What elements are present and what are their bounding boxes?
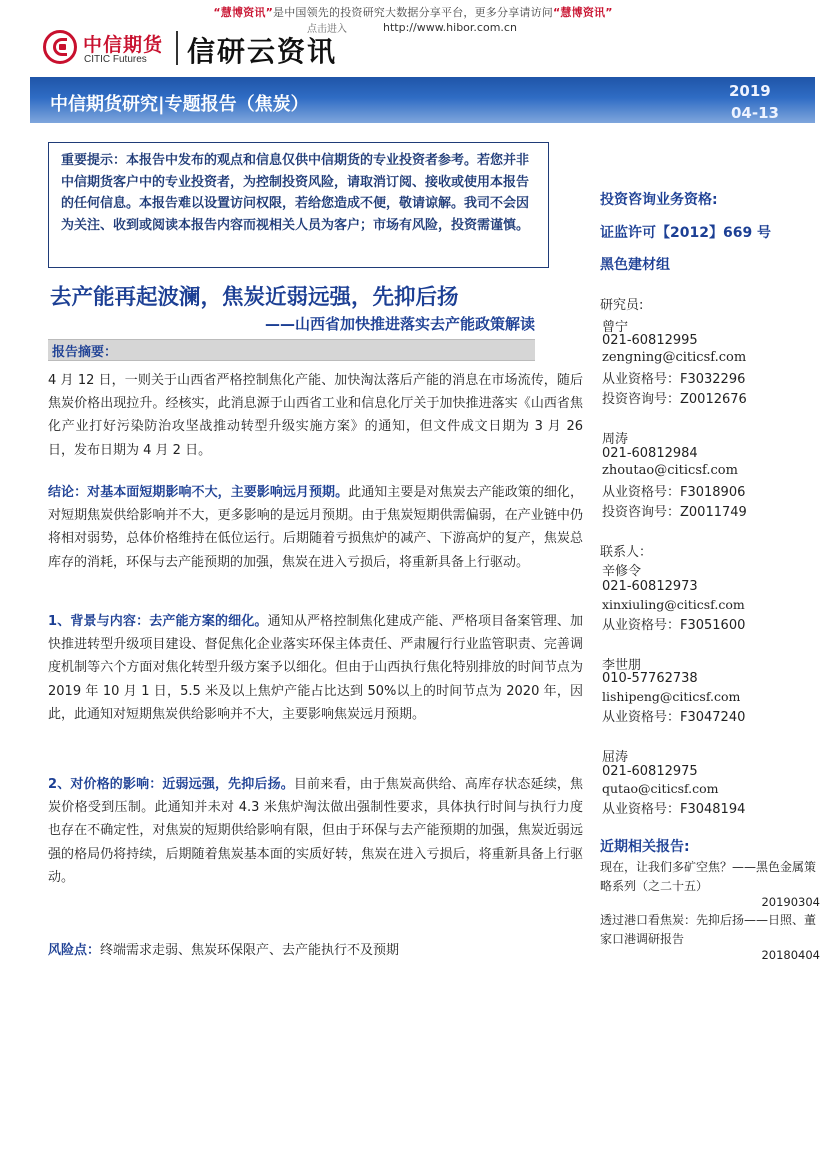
report-title: 去产能再起波澜，焦炭近弱远强，先抑后扬 [50, 285, 459, 310]
related-report-link[interactable]: 现在，让我们多矿空焦？——黑色金属策略系列（之二十五） [600, 860, 817, 893]
conclusion-heading: 结论：对基本面短期影响不大，主要影响远月预期。 [48, 485, 349, 500]
qualification-title: 投资咨询业务资格: [600, 192, 718, 208]
price-impact-text: 目前来看，由于焦炭高供给、高库存状态延续，焦炭价格受到压制。此通知并未对 4.3 米焦炉淘汰做出强制性要求，具体执行时间与执行力度也存在不确定性，对焦炭的短期供给影响有限，但由于环保与去产能预期的加强，焦炭近弱远强的格局仍将持续，后期随着焦炭基本面的实质好转，焦炭在进入亏损后，将重新具备上行驱动。 [48, 777, 583, 885]
site-url-link[interactable]: http://www.hibor.com.cn [383, 21, 517, 34]
risk-points [48, 939, 399, 958]
important-notice: 重要提示：本报告中发布的观点和信息仅供中信期货的专业投资者参考。若您并非中信期货客户中的专业投资者，为控制投资风险，请取消订阅、接收或使用本报告的任何信息。本报告难以设置访问权限，若给您造成不便，敬请谅解。我司不会因为关注、收到或阅读本报告内容而视相关人员为客户；市场有风险，投资需谨慎。 [48, 142, 549, 268]
license-number: 证监许可【2012】669 号 [600, 225, 772, 241]
researcher-name: 周涛 [602, 432, 629, 447]
background-heading: 1、背景与内容：去产能方案的细化。 [48, 614, 268, 629]
promo-banner [0, 4, 826, 20]
click-in-link[interactable]: 点击进入 [307, 24, 347, 35]
researcher-name: 曾宁 [602, 320, 629, 335]
contact-email[interactable]: lishipeng@citicsf.com [602, 689, 741, 704]
research-group: 黑色建材组 [600, 257, 670, 273]
contact-name: 屈涛 [602, 750, 629, 765]
summary-label: 报告摘要： [52, 345, 118, 360]
contact-cert: 从业资格号：F3047240 [602, 710, 746, 725]
report-category: 中信期货研究|专题报告（焦炭） [50, 94, 309, 115]
paragraph-price-impact [48, 773, 583, 889]
related-reports-title: 近期相关报告: [600, 839, 690, 855]
logo-divider [176, 31, 178, 65]
related-report-link[interactable]: 透过港口看焦炭：先抑后扬——日照、董家口港调研报告 [600, 913, 817, 946]
related-report-date: 20190304 [761, 895, 820, 909]
background-text: 通知从严格控制焦化建成产能、严格项目备案管理、加快推进转型升级项目建设、督促焦化企业落实环保主体责任、严肃履行行业监管职责、完善调度机制等六个方面对焦化转型升级方案予以细化。但由于山西执行焦化特别排放的时间节点为 2019 年 10 月 1 日，5.5 米及以上焦炉产能占比达到 50%以上的时间节点为 2020 年，因此，此通知对短期焦炭供给影响并不大，主要影响焦炭远月预期。 [48, 614, 583, 722]
researcher-email[interactable]: zhoutao@citicsf.com [602, 463, 738, 478]
company-name-cn: 中信期货 [83, 34, 164, 56]
related-report-date: 20180404 [761, 948, 820, 962]
risk-text: 终端需求走弱、焦炭环保限产、去产能执行不及预期 [100, 943, 400, 958]
promo-quote-open: “ [213, 6, 221, 19]
researcher-cert: 从业资格号：F3018906 [602, 485, 746, 500]
promo-brand: 慧博资讯 [220, 6, 266, 19]
company-name-en: CITIC Futures [84, 54, 147, 65]
contact-phone: 021-60812975 [602, 764, 698, 779]
risk-heading: 风险点： [48, 943, 101, 958]
citic-logo-icon [43, 30, 77, 64]
paragraph-conclusion [48, 481, 583, 574]
researcher-email[interactable]: zengning@citicsf.com [602, 350, 747, 365]
researcher-advisor-id: 投资咨询号：Z0011749 [602, 505, 747, 520]
report-year: 2019 [729, 82, 771, 100]
brand-title: 信研云资讯 [187, 35, 338, 68]
report-subtitle: ——山西省加快推进落实去产能政策解读 [264, 315, 535, 333]
promo-brand-2[interactable]: “慧博资讯” [553, 6, 613, 19]
contacts-label: 联系人： [600, 545, 653, 560]
researcher-cert: 从业资格号：F3032296 [602, 372, 746, 387]
researcher-phone: 021-60812995 [602, 333, 698, 348]
researcher-advisor-id: 投资咨询号：Z0012676 [602, 392, 747, 407]
contact-cert: 从业资格号：F3048194 [602, 802, 746, 817]
researchers-label: 研究员: [600, 298, 644, 313]
conclusion-text: 此通知主要是对焦炭去产能政策的细化，对短期焦炭供给影响并不大，更多影响的是远月预期。由于焦炭短期供需偏弱，在产业链中仍将相对弱势，总体价格维持在低位运行。后期随着亏损焦炉的减产、下游高炉的复产，焦炭总库存的消耗，环保与去产能预期的加强，焦炭在进入亏损后，将重新具备上行驱动。 [48, 485, 583, 570]
paragraph-intro: 4 月 12 日，一则关于山西省严格控制焦化产能、加快淘汰落后产能的消息在市场流传，随后焦炭价格出现拉升。经核实，此消息源于山西省工业和信息化厅关于加快推进落实《山西省焦化产业打好污染防治攻坚战推动转型升级实施方案》的通知，但文件成文日期为 3 月 26 日，发布日期为 4 月 2 日。 [48, 373, 583, 458]
promo-text: 是中国领先的投资研究大数据分享平台，更多分享请访问 [273, 6, 553, 19]
researcher-phone: 021-60812984 [602, 446, 698, 461]
price-impact-heading: 2、对价格的影响：近弱远强，先抑后扬。 [48, 777, 294, 792]
contact-name: 李世朋 [602, 658, 642, 673]
contact-name: 辛修令 [602, 564, 642, 579]
report-date: 04-13 [731, 104, 779, 122]
contact-cert: 从业资格号：F3051600 [602, 618, 746, 633]
contact-email[interactable]: xinxiuling@citicsf.com [602, 597, 745, 612]
contact-email[interactable]: qutao@citicsf.com [602, 781, 719, 796]
paragraph-background [48, 610, 583, 726]
contact-phone: 021-60812973 [602, 579, 698, 594]
promo-quote-close: ” [265, 6, 273, 19]
contact-phone: 010-57762738 [602, 671, 698, 686]
summary-bar [48, 339, 535, 361]
